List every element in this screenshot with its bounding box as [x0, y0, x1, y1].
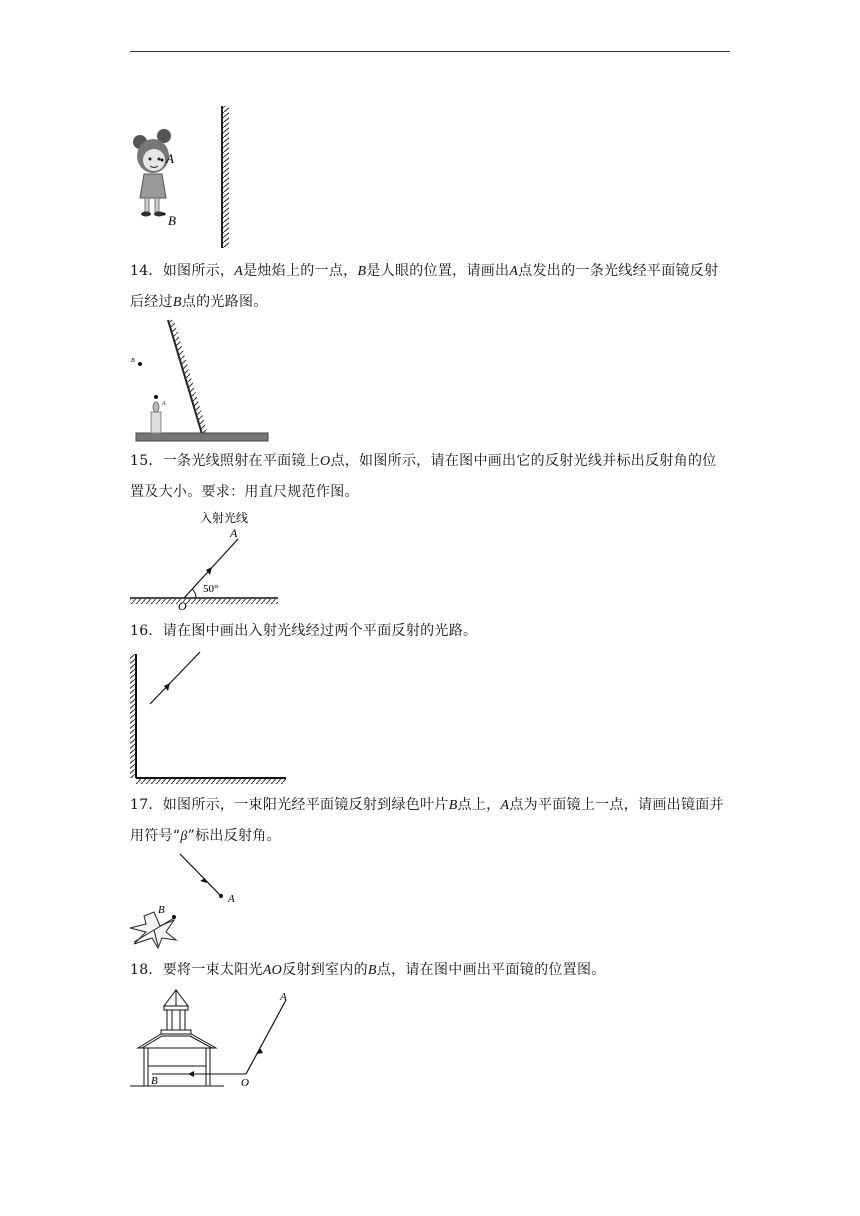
fig13-label-a: A — [166, 151, 174, 166]
fig17-label-b: B — [158, 904, 165, 916]
question-16: 16．请在图中画出入射光线经过两个平面反射的光路。 — [130, 623, 478, 639]
figure-candle-mirror — [128, 316, 273, 446]
question-17: 17．如图所示，一束阳光经平面镜反射到绿色叶片B点上，A点为平面镜上一点，请画出镜面并用符号“β”标出反射角。 — [130, 797, 724, 844]
fig14-label-a: A — [162, 401, 166, 407]
question-15: 15．一条光线照射在平面镜上O点，如图所示，请在图中画出它的反射光线并标出反射角的位置及大小。要求：用直尺规范作图。 — [130, 453, 717, 500]
fig15-label-o: O — [178, 599, 187, 610]
fig13-label-b: B — [168, 213, 176, 228]
fig18-label-b: B — [151, 1075, 158, 1087]
fig15-label-a: A — [230, 526, 238, 540]
angle-label: 50° — [203, 583, 219, 595]
figure-leaf-ray — [128, 850, 248, 950]
question-18: 18．要将一束太阳光AO反射到室内的B点，请在图中画出平面镜的位置图。 — [130, 962, 606, 978]
fig17-label-a: A — [228, 893, 235, 905]
fig14-label-b: B — [131, 358, 135, 364]
question-14: 14．如图所示，A是烛焰上的一点，B是人眼的位置，请画出A点发出的一条光线经平面镜反射后经过B点的光路图。 — [130, 263, 719, 310]
girl-illustration — [133, 129, 171, 217]
figure-incident-ray — [128, 506, 283, 610]
candle-illustration — [138, 362, 161, 433]
figure-two-mirrors — [128, 650, 293, 785]
leaf-illustration — [130, 912, 176, 948]
fig18-label-o: O — [241, 1077, 249, 1089]
figure-house-sunlight — [128, 986, 298, 1092]
fig18-label-a: A — [280, 991, 287, 1003]
figure-girl-mirror — [128, 102, 238, 252]
header-rule — [130, 51, 730, 52]
house-illustration — [130, 990, 224, 1086]
incident-ray-caption: 入射光线 — [200, 511, 249, 525]
